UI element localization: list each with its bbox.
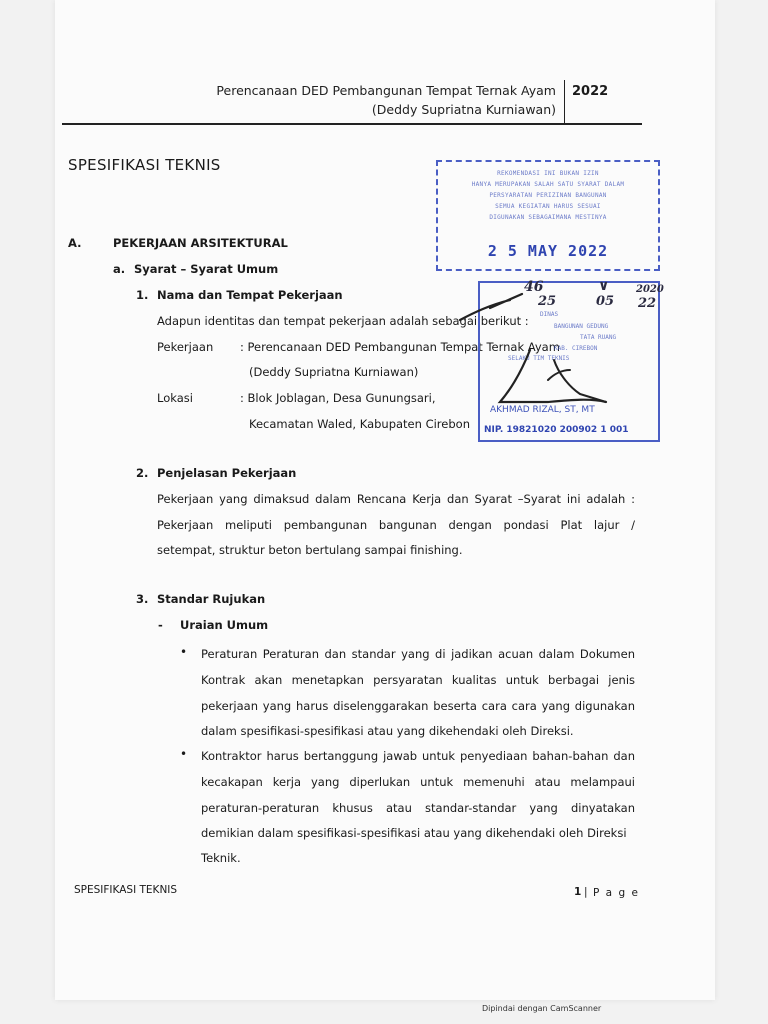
pekerjaan-label: Pekerjaan [157, 340, 214, 354]
scanner-watermark: Dipindai dengan CamScanner [482, 1004, 602, 1013]
section-letter: A. [68, 236, 82, 250]
footer-separator: | [584, 886, 588, 898]
stamp-text: HANYA MERUPAKAN SALAH SATU SYARAT DALAM [471, 181, 625, 188]
item-intro: Adapun identitas dan tempat pekerjaan adalah sebagai berikut : [157, 314, 529, 328]
pekerjaan-value-cont: (Deddy Supriatna Kurniawan) [249, 365, 419, 379]
handwritten-number: 46 [524, 279, 544, 295]
stamp-text: SEMUA KEGIATAN HARUS SESUAI [495, 203, 601, 210]
item-number: 2. [136, 466, 149, 480]
bullet-icon: • [180, 645, 188, 659]
paragraph-line: Pekerjaan meliputi pembangunan bangunan dengan pondasi Plat lajur / [157, 518, 635, 532]
bullet-line: Peraturan Peraturan dan standar yang di jadikan acuan dalam Dokumen [201, 647, 635, 661]
page-title: SPESIFIKASI TEKNIS [68, 156, 221, 174]
item-number: 1. [136, 288, 149, 302]
lokasi-label: Lokasi [157, 391, 193, 405]
signature-icon [430, 290, 630, 420]
handwritten-number: 05 [596, 294, 615, 309]
stamp-officer-name: AKHMAD RIZAL, ST, MT [490, 405, 595, 415]
bullet-line: peraturan-peraturan khusus atau standar-standar yang dinyatakan [201, 801, 635, 815]
stamp-text: TATA RUANG [580, 334, 617, 341]
lokasi-value-cont: Kecamatan Waled, Kabupaten Cirebon [249, 417, 470, 431]
header-title-line1: Perencanaan DED Pembangunan Tempat Ternak Ayam [216, 83, 556, 98]
bullet-line: pekerjaan yang harus diselenggarakan beserta cara cara yang digunakan [201, 699, 635, 713]
footer-title: SPESIFIKASI TEKNIS [74, 884, 178, 896]
sub-title: Uraian Umum [180, 618, 269, 632]
item-title: Penjelasan Pekerjaan [157, 466, 297, 480]
stamp-officer-nip: NIP. 19821020 200902 1 001 [484, 425, 629, 435]
stamp-text: REKOMENDASI INI BUKAN IZIN [497, 170, 599, 177]
handwritten-number: 25 [538, 294, 557, 309]
handwritten-mark: ∨ [598, 278, 610, 294]
pekerjaan-value: : Perencanaan DED Pembangunan Tempat Ternak Ayam [240, 340, 560, 354]
header-year: 2022 [572, 84, 609, 99]
sub-dash: - [158, 618, 163, 632]
paragraph-line: setempat, struktur beton bertulang sampai finishing. [157, 543, 463, 557]
bullet-line: dalam spesifikasi-spesifikasi atau yang dikehendaki oleh Direksi. [201, 724, 574, 738]
subsection-title: Syarat – Syarat Umum [134, 262, 279, 276]
stamp-text: SELAKU TIM TEKNIS [508, 355, 570, 362]
subsection-letter: a. [113, 262, 126, 276]
bullet-line: Kontrak akan menetapkan persyaratan kualitas untuk berbagai jenis [201, 673, 635, 687]
bullet-line: Teknik. [201, 851, 241, 865]
stamp-text: KAB. CIREBON [554, 345, 598, 352]
item-title: Standar Rujukan [157, 592, 266, 606]
bullet-icon: • [180, 747, 188, 761]
stamp-text: PERSYARATAN PERIZINAN BANGUNAN [489, 192, 607, 199]
footer-page-word: P a g e [593, 887, 640, 899]
stamp-date: 2 5 MAY 2022 [487, 242, 609, 260]
lokasi-value: : Blok Joblagan, Desa Gunungsari, [240, 391, 436, 405]
section-title: PEKERJAAN ARSITEKTURAL [113, 236, 288, 250]
stamp-text: DINAS [540, 311, 559, 318]
header-rule [62, 123, 642, 125]
header-title-line2: (Deddy Supriatna Kurniawan) [371, 102, 556, 117]
handwritten-number: 22 [638, 296, 657, 311]
stamp-text: BANGUNAN GEDUNG [554, 323, 609, 330]
paragraph-line: Pekerjaan yang dimaksud dalam Rencana Kerja dan Syarat –Syarat ini adalah : [157, 492, 635, 506]
bullet-line: kecakapan kerja yang diperlukan untuk memenuhi atau melampaui [201, 775, 635, 789]
header-divider [564, 80, 565, 124]
handwritten-number: 2020 [636, 284, 664, 295]
stamp-text: DIGUNAKAN SEBAGAIMANA MESTINYA [489, 214, 607, 221]
item-number: 3. [136, 592, 149, 606]
bullet-line: demikian dalam spesifikasi-spesifikasi atau yang dikehendaki oleh Direksi [201, 826, 627, 840]
item-title: Nama dan Tempat Pekerjaan [157, 288, 343, 302]
bullet-line: Kontraktor harus bertanggung jawab untuk penyediaan bahan-bahan dan [201, 749, 635, 763]
footer-page-number: 1 [574, 886, 582, 898]
recommendation-stamp [436, 160, 660, 271]
